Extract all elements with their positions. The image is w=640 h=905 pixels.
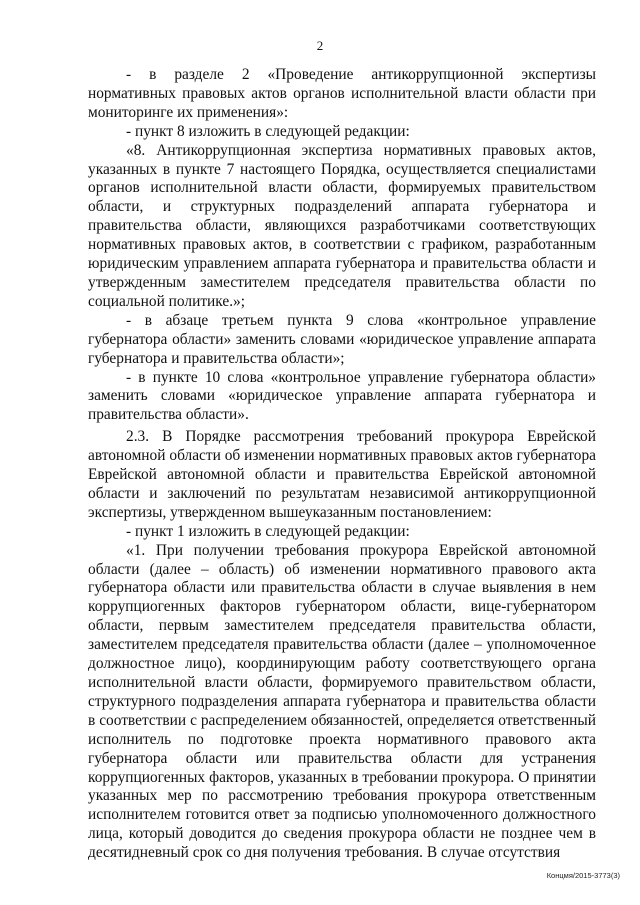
document-body [88, 66, 596, 863]
page-number: 2 [316, 38, 324, 53]
paragraph-item-8-text: «8. Антикоррупционная экспертиза нормативных правовых актов, указанных в пункте 7 настоящего Порядка, осуществляется специалистами органов исполнительной власти области, формируемых правительством области, и структурных подразделений аппарата губернатора и правительства области, являющихся разработчиками соответствующих нормативных правовых актов, в соответствии с графиком, разработанным юридическим управлением аппарата губернатора и правительства области и утвержденным заместителем председателя правительства области по социальной политике.»; [88, 141, 596, 310]
paragraph-item-10-change: - в пункте 10 слова «контрольное управление губернатора области» заменить словами «юридическое управление аппарата губернатора и правительства области». [88, 368, 596, 424]
paragraph-item-1-heading: - пункт 1 изложить в следующей редакции: [126, 522, 410, 540]
document-footer-code: Концмя/2015-3773(3) [546, 871, 620, 880]
paragraph-item-8-heading: - пункт 8 изложить в следующей редакции: [126, 122, 410, 140]
paragraph-item-9-change: - в абзаце третьем пункта 9 слова «контрольное управление губернатора области» заменить словами «юридическое управление аппарата губернатора и правительства области»; [88, 311, 596, 367]
paragraph-item-1-text: «1. При получении требования прокурора Еврейской автономной области (далее – область) об изменении нормативного правового акта губернатора области или правительства области в случае выявления в нем коррупциогенных факторов губернатором области, вице-губернатором области, первым заместителем председателя правительства области, заместителем председателя правительства области (далее – уполномоченное должностное лицо), координирующим работу соответствующего органа исполнительной власти области, формируемого правительством области, структурного подразделения аппарата губернатора и правительства области в соответствии с распределением обязанностей, определяется ответственный исполнитель по подготовке проекта нормативного правового акта губернатора области или правительства области для устранения коррупциогенных факторов, указанных в требовании прокурора. О принятии указанных мер по рассмотрению требования прокурора ответственным исполнителем готовится ответ за подписью уполномоченного должностного лица, который доводится до сведения прокурора области не позднее чем в десятидневный срок со дня получения требования. В случае отсутствия [88, 541, 596, 862]
paragraph-2-3: 2.3. В Порядке рассмотрения требований прокурора Еврейской автономной области об изменении нормативных правовых актов губернатора Еврейской автономной области и правительства Еврейской автономной области и заключений по результатам независимой антикоррупционной экспертизы, утвержденном вышеуказанным постановлением: [88, 428, 596, 521]
paragraph-section-2-intro: - в разделе 2 «Проведение антикоррупционной экспертизы нормативных правовых актов органов исполнительной власти области при мониторинге их применения»: [88, 66, 596, 121]
